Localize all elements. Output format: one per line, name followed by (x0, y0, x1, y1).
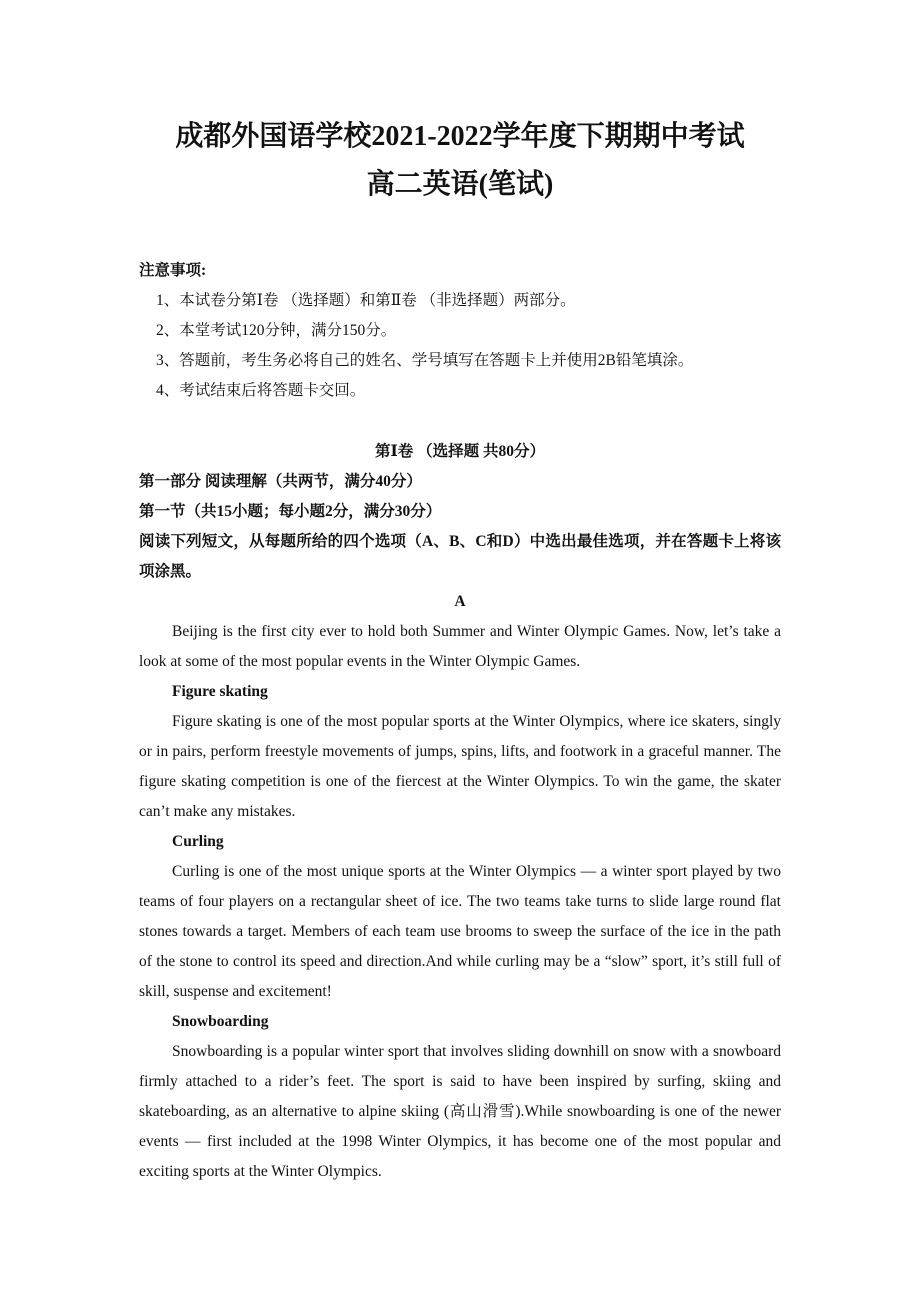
reading-part (139, 437, 781, 1187)
section-text: Figure skating is one of the most popular sports at the Winter Olympics, where ice skaters, singly or in pairs, perform freestyle movements of jumps, spins, lifts, and footwork in a graceful manner. The figure skating competition is one of the fiercest at the Winter Olympics. To win the game, the skater can’t make any mistakes. (139, 713, 781, 820)
instruction: 阅读下列短文，从每题所给的四个选项（A、B、C和D）中选出最佳选项，并在答题卡上将该项涂黑。 (139, 533, 781, 580)
passage-label: A (454, 593, 466, 610)
subsection-heading: 第一节（共15小题；每小题2分，满分30分） (139, 503, 442, 520)
note-item: 4、考试结束后将答题卡交回。 (156, 382, 366, 399)
section-heading: Figure skating (172, 683, 268, 700)
section-heading: Snowboarding (172, 1013, 269, 1030)
section-text: Curling is one of the most unique sports at the Winter Olympics — a winter sport played by two teams of four players on a rectangular sheet of ice. The two teams take turns to slide large round flat stones towards a target. Members of each team use brooms to sweep the surface of the ice in the path of the stone to control its speed and direction.And while curling may be a “slow” sport, it’s still full of skill, suspense and excitement! (139, 863, 781, 1000)
note-item: 2、本堂考试120分钟，满分150分。 (156, 322, 397, 339)
exam-subtitle: 高二英语(笔试) (366, 169, 554, 200)
section-heading: Curling (172, 833, 224, 850)
note-item: 1、本试卷分第Ⅰ卷 （选择题）和第Ⅱ卷 （非选择题）两部分。 (156, 292, 576, 309)
notes-label: 注意事项: (139, 262, 207, 279)
exam-title: 成都外国语学校2021-2022学年度下期期中考试 (175, 121, 745, 152)
passage-intro: Beijing is the first city ever to hold both Summer and Winter Olympic Games. Now, let’s take a look at some of the most popular events in the Winter Olympic Games. (139, 623, 781, 670)
section-text: Snowboarding is a popular winter sport that involves sliding downhill on snow with a snowboard firmly attached to a rider’s feet. The sport is said to have been inspired by surfing, skiing and skateboarding, as an alternative to alpine skiing (高山滑雪).While snowboarding is one of the newer events — first included at the 1998 Winter Olympics, it has become one of the most popular and exciting sports at the Winter Olympics. (139, 1043, 781, 1180)
note-item: 3、答题前，考生务必将自己的姓名、学号填写在答题卡上并使用2B铅笔填涂。 (156, 352, 694, 369)
notes-section (139, 256, 781, 406)
volume-heading: 第Ⅰ卷 （选择题 共80分） (374, 443, 545, 460)
part-heading: 第一部分 阅读理解（共两节，满分40分） (139, 473, 422, 490)
